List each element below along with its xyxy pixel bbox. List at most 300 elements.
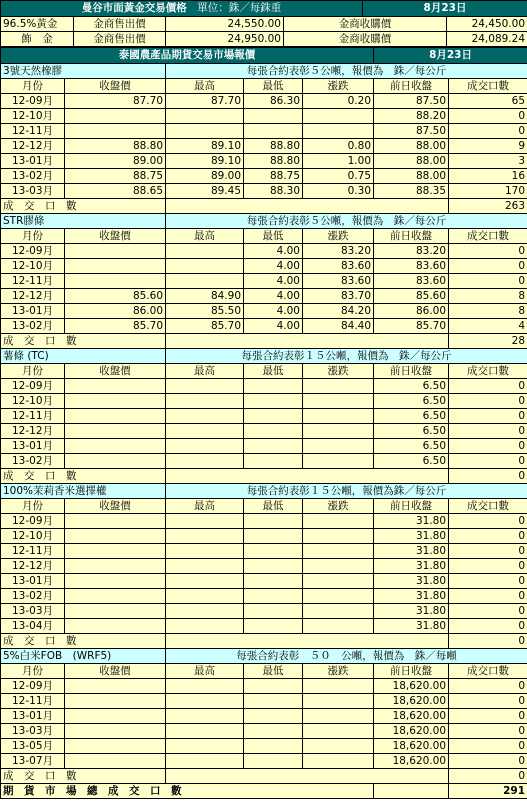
table-row (1, 724, 527, 739)
table-cell: 86.00 (65, 304, 166, 319)
table-row (1, 619, 527, 634)
table-row (1, 319, 527, 334)
table-cell: 4.00 (244, 319, 303, 334)
grand-total-label: 期 貨 市 場 總 成 交 口 數 (1, 784, 374, 799)
table-cell (166, 244, 244, 259)
column-header: 最低 (244, 79, 303, 94)
table-cell: 13-02月 (1, 589, 65, 604)
table-cell (166, 409, 244, 424)
table-cell: 31.80 (374, 529, 449, 544)
section-total-row (1, 769, 527, 784)
table-cell (303, 724, 374, 739)
table-cell: 0 (449, 604, 527, 619)
table-cell (65, 559, 166, 574)
table-cell: 1.00 (303, 154, 374, 169)
table-cell (166, 379, 244, 394)
total-spacer (166, 334, 449, 349)
column-header: 最高 (166, 499, 244, 514)
table-cell (166, 679, 244, 694)
table-cell: 12-11月 (1, 274, 65, 289)
column-header: 收盤價 (65, 364, 166, 379)
gold-title-text: 曼谷市面黃金交易價格 (81, 2, 187, 14)
table-cell (244, 454, 303, 469)
gold-sell-price: 24,950.00 (166, 32, 284, 47)
table-cell: 88.80 (244, 139, 303, 154)
section-spec: 每張合約表彰１５公噸，報價為銖／每公斤 (166, 484, 527, 499)
column-header-row (1, 364, 527, 379)
section-total-value: 0 (449, 469, 527, 484)
table-cell: 0 (449, 559, 527, 574)
table-cell (303, 589, 374, 604)
column-header: 收盤價 (65, 79, 166, 94)
table-cell: 6.50 (374, 394, 449, 409)
table-cell: 83.70 (303, 289, 374, 304)
table-cell: 0 (449, 259, 527, 274)
gold-title (1, 1, 363, 17)
table-cell: 31.80 (374, 589, 449, 604)
table-cell: 31.80 (374, 514, 449, 529)
table-cell: 89.00 (65, 154, 166, 169)
table-row (1, 259, 527, 274)
table-cell: 6.50 (374, 439, 449, 454)
table-cell (244, 679, 303, 694)
section-name: 5%白米FOB (WRF5) (1, 649, 166, 664)
table-cell (244, 589, 303, 604)
table-cell (166, 439, 244, 454)
table-cell (166, 604, 244, 619)
table-cell (303, 574, 374, 589)
section-total-value: 0 (449, 634, 527, 649)
table-cell (303, 514, 374, 529)
section-total-row (1, 199, 527, 214)
table-cell: 12-09月 (1, 379, 65, 394)
table-row (1, 379, 527, 394)
column-header: 最低 (244, 499, 303, 514)
table-cell: 18,620.00 (374, 754, 449, 769)
gold-unit: 單位：銖／每銖重 (197, 2, 282, 14)
section-name: 100%茉莉香米選擇權 (1, 484, 166, 499)
table-cell (166, 739, 244, 754)
table-cell: 18,620.00 (374, 679, 449, 694)
gold-price-table (0, 0, 527, 47)
table-cell: 0.80 (303, 139, 374, 154)
table-cell (166, 514, 244, 529)
section-header-row (1, 349, 527, 364)
table-cell: 88.65 (65, 184, 166, 199)
table-cell: 12-10月 (1, 259, 65, 274)
column-header: 月份 (1, 664, 65, 679)
column-header: 漲跌 (303, 499, 374, 514)
table-row (1, 94, 527, 109)
table-cell (65, 694, 166, 709)
table-cell: 4.00 (244, 244, 303, 259)
section-total-row (1, 334, 527, 349)
table-row (1, 424, 527, 439)
table-row (1, 574, 527, 589)
table-cell (65, 394, 166, 409)
table-cell (303, 124, 374, 139)
table-cell: 85.70 (65, 319, 166, 334)
table-row (1, 604, 527, 619)
table-cell: 4.00 (244, 304, 303, 319)
table-cell: 0 (449, 439, 527, 454)
column-header: 漲跌 (303, 229, 374, 244)
table-cell (303, 394, 374, 409)
table-cell (65, 109, 166, 124)
table-cell (65, 409, 166, 424)
table-cell (166, 454, 244, 469)
table-cell: 6.50 (374, 379, 449, 394)
table-cell: 18,620.00 (374, 709, 449, 724)
table-cell: 12-10月 (1, 394, 65, 409)
table-cell: 88.30 (244, 184, 303, 199)
table-cell: 16 (449, 169, 527, 184)
table-row (1, 544, 527, 559)
table-cell: 4 (449, 319, 527, 334)
table-cell (166, 259, 244, 274)
table-cell: 83.20 (303, 244, 374, 259)
table-cell: 12-09月 (1, 94, 65, 109)
total-spacer (166, 634, 449, 649)
gold-buy-label: 金商收購價 (284, 32, 447, 47)
table-cell (244, 619, 303, 634)
table-cell: 0 (449, 394, 527, 409)
total-label: 成 交 口 數 (1, 469, 166, 484)
table-cell: 6.50 (374, 409, 449, 424)
table-cell: 13-01月 (1, 154, 65, 169)
column-header: 前日收盤 (374, 499, 449, 514)
table-cell (244, 424, 303, 439)
table-cell (166, 559, 244, 574)
table-cell: 13-01月 (1, 709, 65, 724)
table-cell: 88.00 (374, 169, 449, 184)
column-header: 最高 (166, 79, 244, 94)
table-cell (65, 589, 166, 604)
column-header: 漲跌 (303, 79, 374, 94)
section-header-row (1, 64, 527, 79)
table-cell: 31.80 (374, 574, 449, 589)
section-header-row (1, 214, 527, 229)
table-cell: 13-01月 (1, 304, 65, 319)
table-cell: 0 (449, 529, 527, 544)
table-row (1, 289, 527, 304)
table-cell: 0.20 (303, 94, 374, 109)
table-cell: 13-03月 (1, 604, 65, 619)
grand-total-spacer (374, 784, 449, 799)
table-cell (303, 694, 374, 709)
table-cell: 4.00 (244, 259, 303, 274)
table-cell (166, 574, 244, 589)
column-header: 收盤價 (65, 499, 166, 514)
table-cell: 3 (449, 154, 527, 169)
section-header-row (1, 649, 527, 664)
table-cell: 85.60 (65, 289, 166, 304)
table-cell: 13-03月 (1, 184, 65, 199)
table-cell (166, 394, 244, 409)
table-cell (244, 709, 303, 724)
total-spacer (166, 769, 449, 784)
table-cell: 0 (449, 754, 527, 769)
table-cell (244, 379, 303, 394)
table-cell (244, 724, 303, 739)
table-cell: 6.50 (374, 454, 449, 469)
futures-date: 8月23日 (374, 48, 527, 64)
table-cell (65, 739, 166, 754)
column-header: 最低 (244, 664, 303, 679)
section-total-row (1, 634, 527, 649)
table-cell: 83.60 (374, 259, 449, 274)
table-cell: 88.80 (244, 154, 303, 169)
futures-table (0, 47, 527, 799)
table-cell (166, 754, 244, 769)
table-cell (244, 124, 303, 139)
table-cell: 0 (449, 544, 527, 559)
table-cell (303, 679, 374, 694)
section-spec: 每張合約表彰５公噸，報價為 銖／每公斤 (166, 214, 527, 229)
column-header: 月份 (1, 499, 65, 514)
table-cell (65, 529, 166, 544)
table-cell: 31.80 (374, 544, 449, 559)
table-row (1, 244, 527, 259)
table-row (1, 169, 527, 184)
gold-row (1, 32, 527, 47)
table-cell: 13-05月 (1, 739, 65, 754)
column-header: 漲跌 (303, 664, 374, 679)
table-cell: 65 (449, 94, 527, 109)
column-header-row (1, 229, 527, 244)
table-cell: 18,620.00 (374, 739, 449, 754)
table-cell (303, 379, 374, 394)
table-cell (244, 694, 303, 709)
column-header: 前日收盤 (374, 664, 449, 679)
table-cell: 88.35 (374, 184, 449, 199)
column-header: 最低 (244, 364, 303, 379)
gold-title-row (1, 1, 527, 17)
table-row (1, 274, 527, 289)
table-row (1, 754, 527, 769)
table-cell: 12-12月 (1, 139, 65, 154)
table-cell: 88.75 (65, 169, 166, 184)
table-cell (166, 274, 244, 289)
table-cell: 8 (449, 304, 527, 319)
table-cell: 89.10 (166, 139, 244, 154)
table-cell: 0 (449, 514, 527, 529)
table-cell: 88.80 (65, 139, 166, 154)
table-cell (65, 544, 166, 559)
table-cell (65, 124, 166, 139)
column-header: 最高 (166, 664, 244, 679)
table-cell (65, 679, 166, 694)
table-cell (303, 529, 374, 544)
table-cell: 83.60 (303, 259, 374, 274)
table-cell: 88.20 (374, 109, 449, 124)
table-cell: 83.60 (374, 274, 449, 289)
table-cell (244, 514, 303, 529)
table-cell: 13-02月 (1, 319, 65, 334)
table-cell (244, 409, 303, 424)
section-name: 3號天然橡膠 (1, 64, 166, 79)
table-cell: 12-12月 (1, 424, 65, 439)
table-row (1, 529, 527, 544)
table-cell (244, 574, 303, 589)
table-cell: 0 (449, 274, 527, 289)
table-cell: 4.00 (244, 274, 303, 289)
gold-buy-label: 金商收購價 (284, 17, 447, 32)
table-row (1, 439, 527, 454)
table-cell: 85.60 (374, 289, 449, 304)
table-cell: 13-04月 (1, 619, 65, 634)
column-header-row (1, 79, 527, 94)
table-row (1, 409, 527, 424)
table-cell: 31.80 (374, 604, 449, 619)
table-cell (244, 394, 303, 409)
table-row (1, 139, 527, 154)
total-label: 成 交 口 數 (1, 334, 166, 349)
table-cell: 31.80 (374, 559, 449, 574)
table-cell: 12-11月 (1, 409, 65, 424)
gold-name: 飾 金 (1, 32, 74, 47)
grand-total-value: 291 (449, 784, 527, 799)
table-cell (65, 424, 166, 439)
gold-row (1, 17, 527, 32)
section-header-row (1, 484, 527, 499)
table-cell: 6.50 (374, 424, 449, 439)
table-cell: 86.00 (374, 304, 449, 319)
futures-title-row (1, 48, 527, 64)
table-cell (166, 544, 244, 559)
table-cell (303, 604, 374, 619)
table-cell (303, 439, 374, 454)
table-cell (244, 544, 303, 559)
column-header: 前日收盤 (374, 79, 449, 94)
table-cell (244, 559, 303, 574)
table-cell (244, 739, 303, 754)
table-cell: 86.30 (244, 94, 303, 109)
gold-sell-price: 24,550.00 (166, 17, 284, 32)
table-cell: 0 (449, 694, 527, 709)
table-row (1, 559, 527, 574)
table-cell: 13-03月 (1, 724, 65, 739)
table-cell: 12-09月 (1, 679, 65, 694)
table-cell: 85.50 (166, 304, 244, 319)
table-cell: 84.20 (303, 304, 374, 319)
table-cell: 89.10 (166, 154, 244, 169)
table-cell (303, 454, 374, 469)
column-header-row (1, 664, 527, 679)
table-cell: 31.80 (374, 619, 449, 634)
table-cell: 12-10月 (1, 109, 65, 124)
table-cell: 12-11月 (1, 544, 65, 559)
gold-name: 96.5%黃金 (1, 17, 74, 32)
table-cell (244, 529, 303, 544)
table-cell: 85.70 (166, 319, 244, 334)
table-cell (303, 409, 374, 424)
gold-buy-price: 24,450.00 (447, 17, 527, 32)
table-cell: 84.90 (166, 289, 244, 304)
table-cell: 89.45 (166, 184, 244, 199)
table-cell (244, 754, 303, 769)
table-cell (65, 259, 166, 274)
table-cell (65, 379, 166, 394)
table-cell (65, 619, 166, 634)
table-cell (166, 529, 244, 544)
column-header: 成交口數 (449, 499, 527, 514)
table-cell: 84.40 (303, 319, 374, 334)
table-cell: 0 (449, 709, 527, 724)
table-cell: 18,620.00 (374, 724, 449, 739)
table-cell (166, 109, 244, 124)
column-header: 收盤價 (65, 664, 166, 679)
section-spec: 每張合約表彰５公噸，報價為 銖／每公斤 (166, 64, 527, 79)
table-cell (65, 604, 166, 619)
table-cell: 83.60 (303, 274, 374, 289)
table-cell: 12-09月 (1, 514, 65, 529)
table-cell: 8 (449, 289, 527, 304)
table-cell (65, 244, 166, 259)
table-cell: 13-07月 (1, 754, 65, 769)
table-row (1, 454, 527, 469)
table-cell: 0 (449, 244, 527, 259)
column-header: 前日收盤 (374, 229, 449, 244)
table-cell: 0 (449, 679, 527, 694)
column-header: 成交口數 (449, 229, 527, 244)
column-header: 最高 (166, 364, 244, 379)
table-row (1, 709, 527, 724)
table-cell: 88.00 (374, 154, 449, 169)
gold-sell-label: 金商售出價 (74, 17, 166, 32)
table-cell (303, 109, 374, 124)
table-row (1, 739, 527, 754)
table-cell (303, 424, 374, 439)
table-cell (244, 439, 303, 454)
table-row (1, 589, 527, 604)
table-cell (65, 574, 166, 589)
section-spec: 每張合約表彰１５公噸，報價為 銖／每公斤 (166, 349, 527, 364)
table-cell: 12-10月 (1, 529, 65, 544)
grand-total-row (1, 784, 527, 799)
table-cell: 13-02月 (1, 169, 65, 184)
table-cell: 12-11月 (1, 694, 65, 709)
table-cell: 13-01月 (1, 439, 65, 454)
gold-date: 8月23日 (363, 1, 527, 17)
table-cell (303, 739, 374, 754)
table-row (1, 109, 527, 124)
table-cell: 0 (449, 454, 527, 469)
total-label: 成 交 口 數 (1, 769, 166, 784)
table-cell: 18,620.00 (374, 694, 449, 709)
section-total-value: 28 (449, 334, 527, 349)
table-row (1, 154, 527, 169)
column-header: 前日收盤 (374, 364, 449, 379)
total-spacer (166, 199, 449, 214)
table-cell (303, 709, 374, 724)
table-cell: 4.00 (244, 289, 303, 304)
table-cell (166, 724, 244, 739)
column-header: 月份 (1, 79, 65, 94)
column-header: 成交口數 (449, 364, 527, 379)
table-cell (166, 124, 244, 139)
table-cell: 9 (449, 139, 527, 154)
section-name: STR膠條 (1, 214, 166, 229)
total-spacer (166, 469, 449, 484)
table-cell: 12-09月 (1, 244, 65, 259)
table-cell: 13-02月 (1, 454, 65, 469)
table-cell: 12-11月 (1, 124, 65, 139)
table-cell: 88.00 (374, 139, 449, 154)
table-cell (244, 604, 303, 619)
table-cell: 0 (449, 424, 527, 439)
table-cell (166, 694, 244, 709)
